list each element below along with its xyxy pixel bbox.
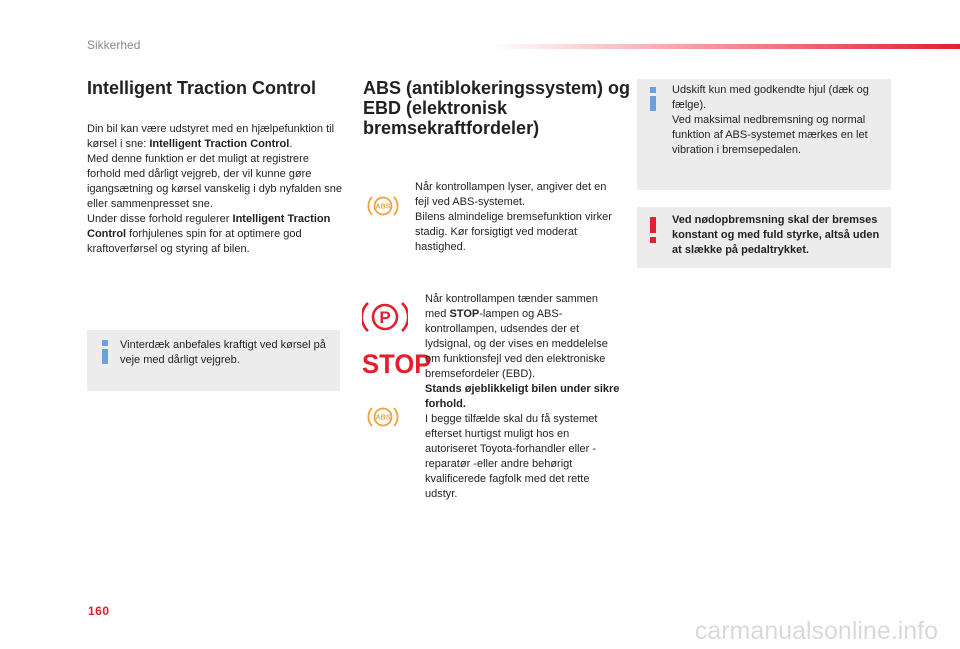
abs-lamp-label: ABS xyxy=(375,414,391,422)
info-icon xyxy=(102,340,109,364)
winter-tyre-info-text: Vinterdæk anbefales kraftigt ved kørsel på veje med dårligt vejgreb. xyxy=(120,339,326,366)
stop-lamp-icon: STOP xyxy=(362,349,432,379)
traction-control-text xyxy=(87,122,345,257)
text-run: -lampen og ABS-kontrollampen, udsendes der et lydsignal, og der vises en meddelelse om funktionsfejl ved den elektroniske bremsefordeler (EBD). xyxy=(425,308,608,380)
watermark: carmanualsonline.info xyxy=(694,617,938,645)
header-divider xyxy=(490,44,960,49)
text-run: I begge tilfælde skal du få systemet efterset hurtigst muligt hos en autoriseret Toyota-forhandler eller -reparatør -eller andre behørigt kvalificerede fagfolk med det rette udstyr. xyxy=(425,413,598,500)
wheel-info-box xyxy=(637,79,891,190)
abs-warning-lamp-icon xyxy=(367,193,399,219)
ebd-lamp-description xyxy=(425,292,620,502)
abs-ebd-title: ABS (antiblokeringssystem) og EBD (elektronisk bremsekraftfordeler) xyxy=(363,78,631,138)
parking-lamp-letter: P xyxy=(379,308,391,327)
text-run: Din bil kan være udstyret med en hjælpefunktion til kørsel i sne: xyxy=(87,123,335,150)
page-number: 160 xyxy=(88,604,110,618)
text-run-bold: STOP xyxy=(449,308,480,320)
text-run-bold: Intelligent Traction Control xyxy=(149,138,290,150)
text-run-bold: Intelligent Traction Control xyxy=(87,213,331,240)
section-header: Sikkerhed xyxy=(87,38,141,52)
parking-brake-lamp-icon xyxy=(362,299,408,335)
info-icon xyxy=(650,87,657,111)
text-run-bold: Stands øjeblikkeligt bilen under sikre forhold. xyxy=(425,383,620,410)
text-run: Når kontrollampen tænder sammen med xyxy=(425,293,599,320)
text-run: Med denne funktion er det muligt at registrere forhold med dårligt vejgreb, der vil kunne gøre igangsætning og kørsel vanskelig i dyb nyfalden sne eller sammenpresset sne. xyxy=(87,153,342,210)
abs-lamp-label: ABS xyxy=(375,203,391,211)
warning-icon xyxy=(649,217,657,243)
emergency-braking-warning-box xyxy=(637,207,891,268)
text-run: . xyxy=(289,138,293,150)
emergency-braking-warning-text: Ved nødopbremsning skal der bremses konstant og med fuld styrke, altså uden at slække på pedaltrykket. xyxy=(672,214,880,256)
wheel-info-text xyxy=(672,83,884,158)
text-run: Udskift kun med godkendte hjul (dæk og fælge). xyxy=(672,84,869,111)
text-run: Bilens almindelige bremsefunktion virker stadig. Kør forsigtigt ved moderat hastighed. xyxy=(415,211,612,253)
traction-control-title: Intelligent Traction Control xyxy=(87,78,316,98)
text-run: Ved maksimal nedbremsning og normal funktion af ABS-systemet mærkes en let vibration i bremsepedalen. xyxy=(672,114,868,156)
text-run: Under disse forhold regulerer xyxy=(87,213,233,225)
text-run: Når kontrollampen lyser, angiver det en fejl ved ABS-systemet. xyxy=(415,181,607,208)
abs-lamp-description xyxy=(415,180,615,255)
winter-tyre-info-box xyxy=(87,330,340,391)
abs-warning-lamp-icon xyxy=(367,404,399,430)
text-run: forhjulenes spin for at optimere god kraftoverførsel og styring af bilen. xyxy=(87,228,302,255)
